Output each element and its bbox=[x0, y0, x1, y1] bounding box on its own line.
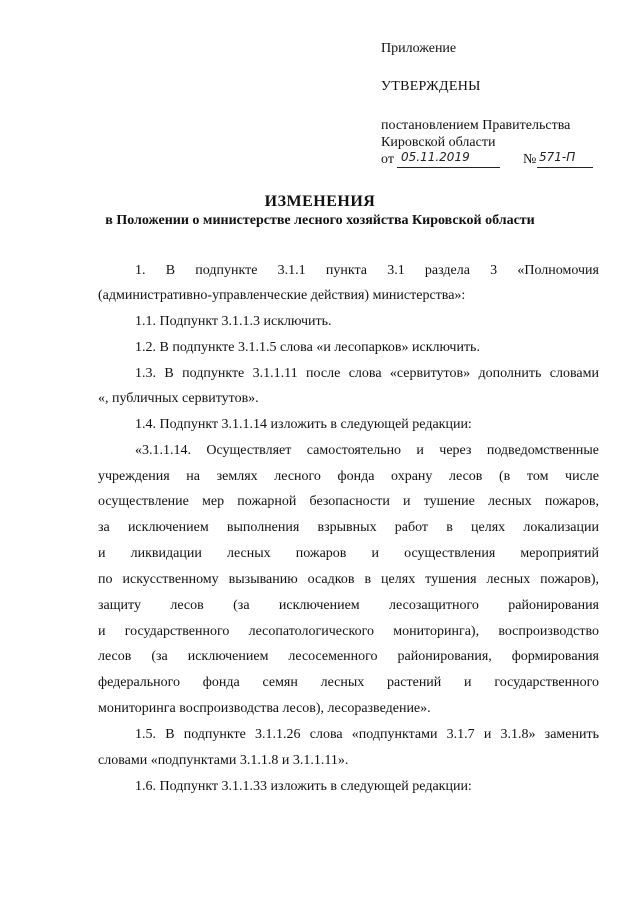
document-subtitle: в Положении о министерстве лесного хозяйства Кировской области bbox=[105, 213, 535, 228]
body-line: и государственного лесопатологического мониторинга), воспроизводство bbox=[98, 624, 599, 639]
date-underline bbox=[397, 167, 500, 168]
body-line: 1.6. Подпункт 3.1.1.33 изложить в следующей редакции: bbox=[135, 779, 472, 794]
body-line: «3.1.1.14. Осуществляет самостоятельно и через подведомственные bbox=[135, 443, 599, 458]
body-line: защиту лесов (за исключением лесозащитного районирования bbox=[98, 598, 599, 613]
body-line: 1.1. Подпункт 3.1.1.3 исключить. bbox=[135, 314, 332, 329]
from-label: от bbox=[381, 152, 394, 167]
body-line: (административно-управленческие действия) министерства»: bbox=[98, 288, 466, 303]
body-line: словами «подпунктами 3.1.1.8 и 3.1.1.11». bbox=[98, 753, 349, 768]
body-line: 1.5. В подпункте 3.1.1.26 слова «подпунктами 3.1.7 и 3.1.8» заменить bbox=[135, 727, 599, 742]
body-line: «, публичных сервитутов». bbox=[98, 391, 259, 406]
handwritten-date: 05.11.2019 bbox=[401, 150, 470, 164]
number-label: № bbox=[523, 152, 537, 167]
body-line: по искусственному вызыванию осадков в целях тушения лесных пожаров), bbox=[98, 572, 599, 587]
body-line: мониторинга воспроизводства лесов), лесоразведение». bbox=[98, 701, 431, 716]
body-line: 1.4. Подпункт 3.1.1.14 изложить в следующей редакции: bbox=[135, 417, 472, 432]
body-line: 1.3. В подпункте 3.1.1.11 после слова «сервитутов» дополнить словами bbox=[135, 366, 599, 381]
appendix-label: Приложение bbox=[381, 41, 457, 56]
body-line: 1. В подпункте 3.1.1 пункта 3.1 раздела 3 «Полномочия bbox=[135, 263, 599, 278]
document-title: ИЗМЕНЕНИЯ bbox=[264, 193, 376, 210]
body-line: за исключением выполнения взрывных работ в целях локализации bbox=[98, 520, 599, 535]
decree-date-number-line bbox=[381, 151, 596, 169]
body-line: осуществление мер пожарной безопасности и тушение лесных пожаров, bbox=[98, 494, 599, 509]
body-line: федерального фонда семян лесных растений и государственного bbox=[98, 675, 599, 690]
body-line: учреждения на землях лесного фонда охрану лесов (в том числе bbox=[98, 469, 599, 484]
approved-label: УТВЕРЖДЕНЫ bbox=[381, 79, 481, 94]
body-line: лесов (за исключением лесосеменного районирования, формирования bbox=[98, 649, 599, 664]
decree-line-2: Кировской области bbox=[381, 135, 496, 150]
number-underline bbox=[537, 167, 593, 168]
handwritten-number: 571-П bbox=[539, 150, 576, 164]
body-line: и ликвидации лесных пожаров и осуществления мероприятий bbox=[98, 546, 599, 561]
body-line: 1.2. В подпункте 3.1.1.5 слова «и лесопарков» исключить. bbox=[135, 340, 480, 355]
decree-line-1: постановлением Правительства bbox=[381, 118, 571, 133]
